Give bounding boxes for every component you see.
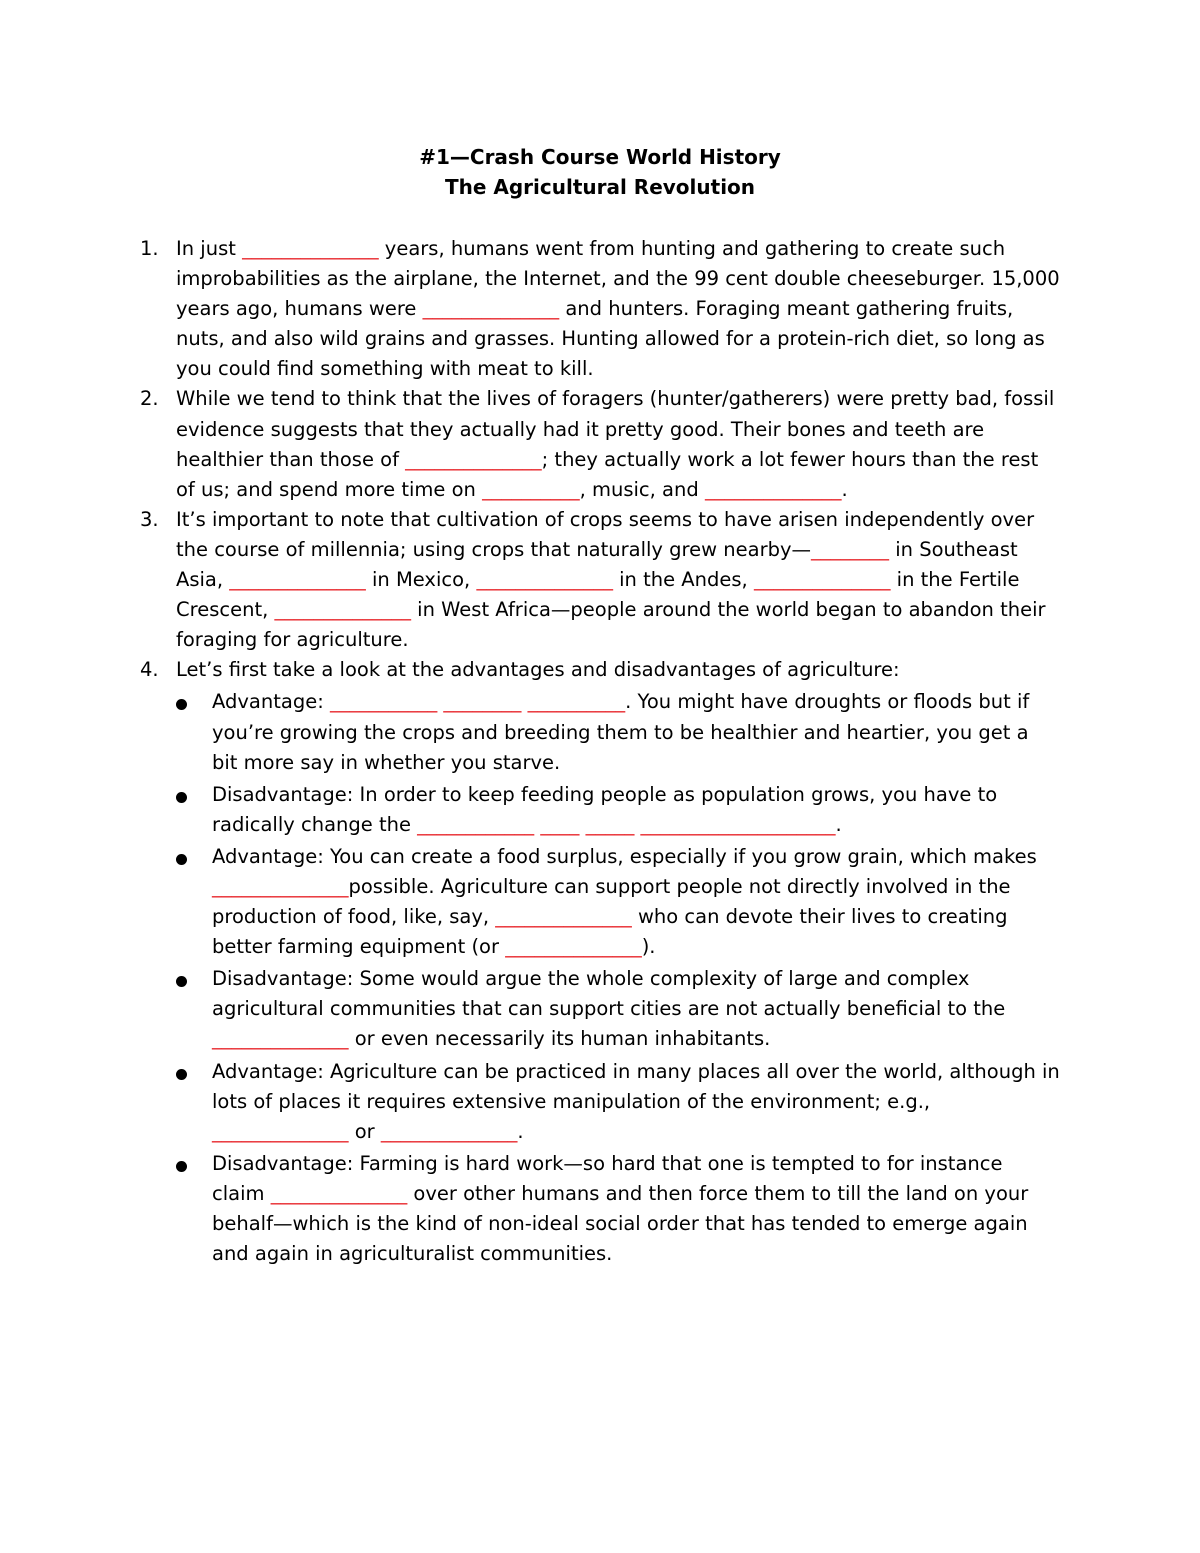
advantage-item [176, 1149, 1060, 1269]
text-segment: In just [176, 237, 243, 260]
answer-blank[interactable]: ______________ [476, 568, 613, 592]
text-segment: ; they actually work a lot fewer hours than the rest of us; and spend more time on [176, 447, 1039, 501]
text-segment: in the Andes, [612, 568, 754, 592]
text-segment: Advantage: Agriculture can be practiced in many places all over the world, although in lots of places it requires extensive manipulation of the environment; e.g., [212, 1059, 1060, 1113]
question-text [176, 508, 1046, 651]
worksheet-subtitle: The Agricultural Revolution [444, 175, 756, 199]
answer-blank[interactable]: ______________ [422, 297, 560, 321]
answer-blank[interactable]: ______________ [380, 1119, 518, 1143]
question-item [140, 505, 1060, 655]
answer-blank[interactable]: ______________ [274, 598, 411, 622]
answer-blank[interactable]: ___________ ________ __________ [329, 690, 626, 714]
question-item [140, 234, 1060, 384]
bullet-icon [176, 854, 187, 865]
text-segment: in Mexico, [365, 568, 477, 592]
text-segment: ). [641, 935, 656, 959]
text-segment: and hunters. Foraging meant gathering fruits, nuts, and also wild grains and grasses. Hunting allowed for a protein-rich diet, so long as you could find something with meat to kill. [176, 297, 1045, 381]
question-item [140, 655, 1060, 1269]
bullet-icon [176, 1069, 187, 1080]
text-segment: in West Africa—people around the world began to abandon their foraging for agriculture. [176, 598, 1046, 652]
bullet-icon [176, 792, 187, 803]
answer-blank[interactable]: ______________ [212, 874, 349, 898]
answer-blank[interactable]: ________ [811, 537, 890, 561]
text-segment: It’s important to note that cultivation of crops seems to have arisen independently over the course of millennia; using crops that naturally grew nearby— [176, 507, 1035, 561]
advantage-item [176, 780, 1060, 840]
advantage-item [176, 964, 1060, 1054]
answer-blank[interactable]: ______________ [242, 237, 379, 260]
text-segment: . You might have droughts or floods but if you’re growing the crops and breeding them to be healthier and heartier, you get a bit more say in whether you starve. [212, 690, 1030, 774]
text-segment: Let’s first take a look at the advantages and disadvantages of agriculture: [176, 658, 900, 682]
question-text [176, 658, 900, 681]
text-segment: in Southeast Asia, [176, 537, 1018, 592]
answer-blank[interactable]: ____________ ____ _____ ____________________ [417, 812, 836, 836]
question-number: 2. [140, 387, 159, 411]
bullet-icon [176, 699, 187, 710]
text-segment: years, humans went from hunting and gathering to create such improbabilities as the airplane, the Internet, and the 99 cent double cheeseburger. 15,000 years ago, humans were [176, 237, 1060, 321]
text-segment: , music, and [579, 477, 705, 501]
question-text [176, 387, 1054, 500]
question-number: 4. [140, 658, 159, 682]
text-segment: over other humans and then force them to till the land on your behalf—which is the kind of non-ideal social order that has tended to emerge again and again in agriculturalist communities. [212, 1181, 1029, 1266]
text-segment: Advantage: [212, 690, 330, 714]
worksheet-title: #1—Crash Course World History [419, 145, 781, 169]
text-segment: . [841, 477, 848, 501]
text-segment: Disadvantage: Some would argue the whole complexity of large and complex agricultural communities that can support cities are not actually beneficial to the [212, 967, 1006, 1021]
text-segment: possible. Agriculture can support people not directly involved in the production of food, like, say, [212, 874, 1011, 929]
text-segment: in the Fertile Crescent, [176, 568, 1020, 622]
advantage-item [176, 842, 1060, 962]
bullet-icon [176, 976, 187, 987]
question-list [140, 234, 1060, 1269]
text-segment: or even necessarily its human inhabitants. [348, 1027, 771, 1051]
text-segment: Disadvantage: In order to keep feeding people as population grows, you have to radically change the [212, 782, 998, 836]
text-segment: or [348, 1119, 381, 1143]
question-number: 3. [140, 507, 159, 531]
text-segment: Advantage: You can create a food surplus, especially if you grow grain, which makes [212, 844, 1037, 868]
text-segment: While we tend to think that the lives of foragers (hunter/gatherers) were pretty bad, fossil evidence suggests that they actually had it pretty good. Their bones and teeth are healthier than those of [176, 387, 1055, 471]
answer-blank[interactable]: ______________ [229, 568, 366, 592]
advantage-item [176, 687, 1060, 777]
answer-blank[interactable]: ______________ [505, 935, 642, 959]
text-segment: Disadvantage: Farming is hard work—so hard that one is tempted to for instance claim [212, 1151, 1003, 1205]
answer-blank[interactable]: ______________ [405, 447, 542, 471]
question-item [140, 384, 1060, 504]
answer-blank[interactable]: ______________ [753, 568, 891, 592]
text-segment: who can devote their lives to creating better farming equipment (or [212, 905, 1008, 959]
answer-blank[interactable]: ______________ [495, 905, 632, 929]
advantage-item [176, 1057, 1060, 1147]
bullet-icon [176, 1161, 187, 1172]
answer-blank[interactable]: __________ [482, 477, 580, 501]
answer-blank[interactable]: ______________ [212, 1027, 349, 1051]
answer-blank[interactable]: ______________ [270, 1181, 408, 1205]
text-segment: . [517, 1119, 524, 1143]
question-number: 1. [140, 237, 159, 260]
question-text [176, 237, 1060, 380]
answer-blank[interactable]: ______________ [704, 477, 842, 501]
text-segment: . [835, 812, 842, 836]
answer-blank[interactable]: ______________ [212, 1119, 349, 1143]
worksheet-body [140, 234, 1060, 1269]
advantage-list [176, 687, 1060, 1269]
